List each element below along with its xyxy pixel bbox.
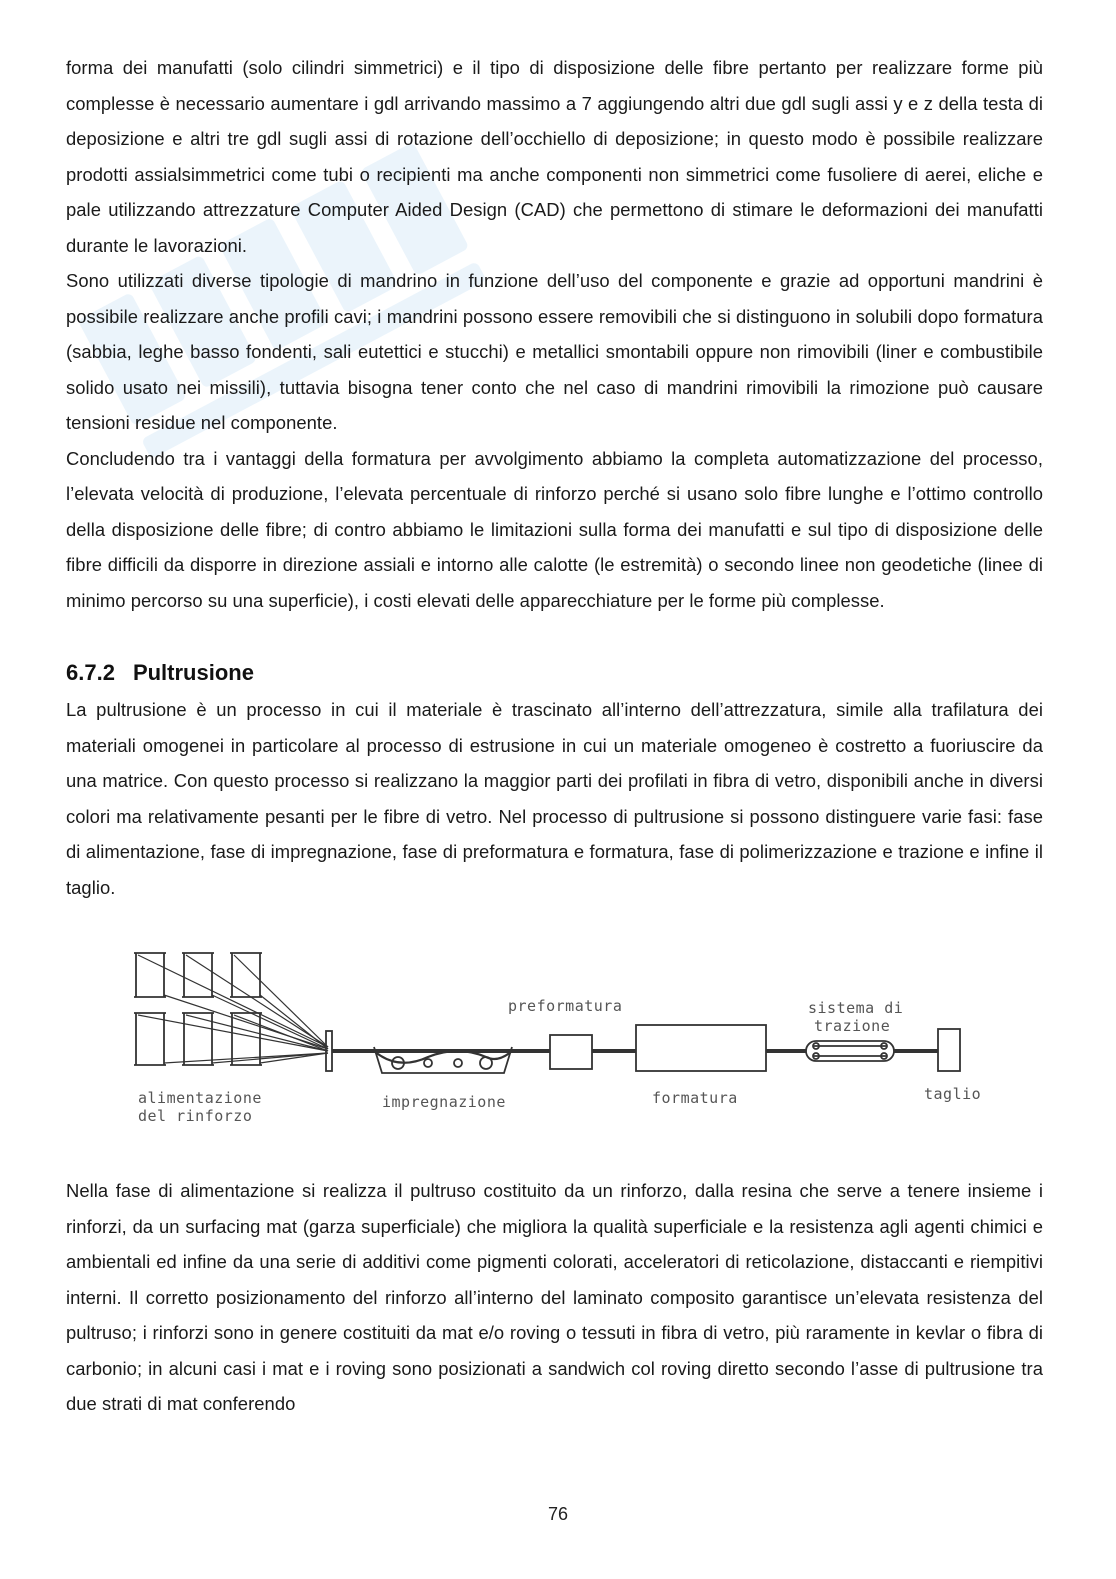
paragraph: Sono utilizzati diverse tipologie di mandrino in funzione dell’uso del componente e grazie ad opportuni mandrini è possibile realizzare anche profili cavi; i mandrini possono essere removibili che si distinguono in solubili dopo formatura (sabbia, leghe basso fondenti, sali eutettici e stucchi) e metallici smontabili oppure non rimovibili (liner e combustibile solido usato nei missili), tuttavia bisogna tener conto che nel caso di mandrini rimovibili la rimozione può causare tensioni residue nel componente. — [66, 270, 1043, 433]
label-impregnation: impregnazione — [382, 1093, 506, 1111]
label-forming: formatura — [652, 1089, 738, 1107]
preformer-block — [550, 1035, 592, 1069]
label-preforming: preformatura — [508, 997, 623, 1015]
label-traction: sistema di — [808, 999, 904, 1017]
spool — [134, 1013, 166, 1065]
guide-plate — [326, 1031, 332, 1071]
paragraph: La pultrusione è un processo in cui il materiale è trascinato all’interno dell’attrezzatura, simile alla trafilatura dei materiali omogenei in particolare al processo di estrusione in cui un materiale omogeneo è costretto a fuoriuscire da una matrice. Con questo processo si realizzano la maggior parti dei profilati in fibra di vetro, disponibili anche in diversi colori ma relativamente pesanti per le fibre di vetro. Nel processo di pultrusione si possono distinguere varie fasi: fase di alimentazione, fase di impregnazione, fase di preformatura e formatura, fase di polimerizzazione e trazione e infine il taglio. — [66, 699, 1043, 898]
paragraph: Nella fase di alimentazione si realizza il pultruso costituito da un rinforzo, dalla resina che serve a tenere insieme i rinforzi, da un surfacing mat (garza superficiale) che migliora la qualità superficiale e la resistenza agli agenti chimici e ambientali ed infine da una serie di additivi come pigmenti colorati, acceleratori di reticolazione, distaccanti e riempitivi interni. Il corretto posizionamento del rinforzo all’interno del laminato composito garantisce un’elevata resistenza del pultruso; i rinforzi sono in genere costituiti da mat e/o roving o tessuti in fibra di vetro, più raramente in kevlar o fibra di carbonio; in alcuni casi i mat e i roving sono posizionati a sandwich col roving diretto secondo l’asse di pultrusione tra due strati di mat conferendo — [66, 1180, 1043, 1414]
page-content — [66, 50, 1043, 1422]
pultrusion-diagram-svg — [66, 945, 1043, 1145]
spool — [134, 953, 166, 997]
traction-system — [806, 1041, 894, 1061]
cutting-saw — [938, 1029, 960, 1071]
paragraph: forma dei manufatti (solo cilindri simmetrici) e il tipo di disposizione delle fibre pertanto per realizzare forme più complesse è necessario aumentare i gdl arrivando massimo a 7 aggiungendo altri due gdl sugli assi y e z della testa di deposizione e altri tre gdl sugli assi di rotazione dell’occhiello di deposizione; in questo modo è possibile realizzare prodotti assialsimmetrici come tubi o recipienti ma anche componenti non simmetrici come fusoliere di aerei, eliche e pale utilizzando attrezzature Computer Aided Design (CAD) che permettono di stimare le deformazioni dei manufatti durante le lavorazioni. — [66, 57, 1043, 256]
section-title: Pultrusione — [132, 660, 254, 685]
spool — [182, 953, 214, 997]
spool — [230, 953, 262, 997]
label-traction-2: trazione — [814, 1017, 891, 1035]
label-cutting: taglio — [924, 1085, 982, 1103]
section-number: 6.7.2 — [66, 660, 115, 685]
bath-roller — [454, 1059, 462, 1067]
page-number: 76 — [547, 1504, 569, 1524]
fiber-strands — [138, 955, 328, 1063]
section-heading — [66, 656, 1043, 690]
label-feed: alimentazione — [138, 1089, 262, 1107]
pultrusion-diagram — [66, 945, 1043, 1145]
forming-die — [636, 1025, 766, 1071]
bath-roller — [424, 1059, 432, 1067]
paragraph: Concludendo tra i vantaggi della formatura per avvolgimento abbiamo la completa automatizzazione del processo, l’elevata velocità di produzione, l’elevata percentuale di rinforzo perché si usano solo fibre lunghe e l’ottimo controllo della disposizione delle fibre; di contro abbiamo le limitazioni sulla forma dei manufatti e sul tipo di disposizione delle fibre difficili da disporre in direzione assiali e intorno alle calotte (le estremità) o secondo linee non geodetiche (linee di minimo percorso su una superficie), i costi elevati delle apparecchiature per le forme più complesse. — [66, 447, 1043, 611]
label-feed-2: del rinforzo — [138, 1107, 253, 1125]
